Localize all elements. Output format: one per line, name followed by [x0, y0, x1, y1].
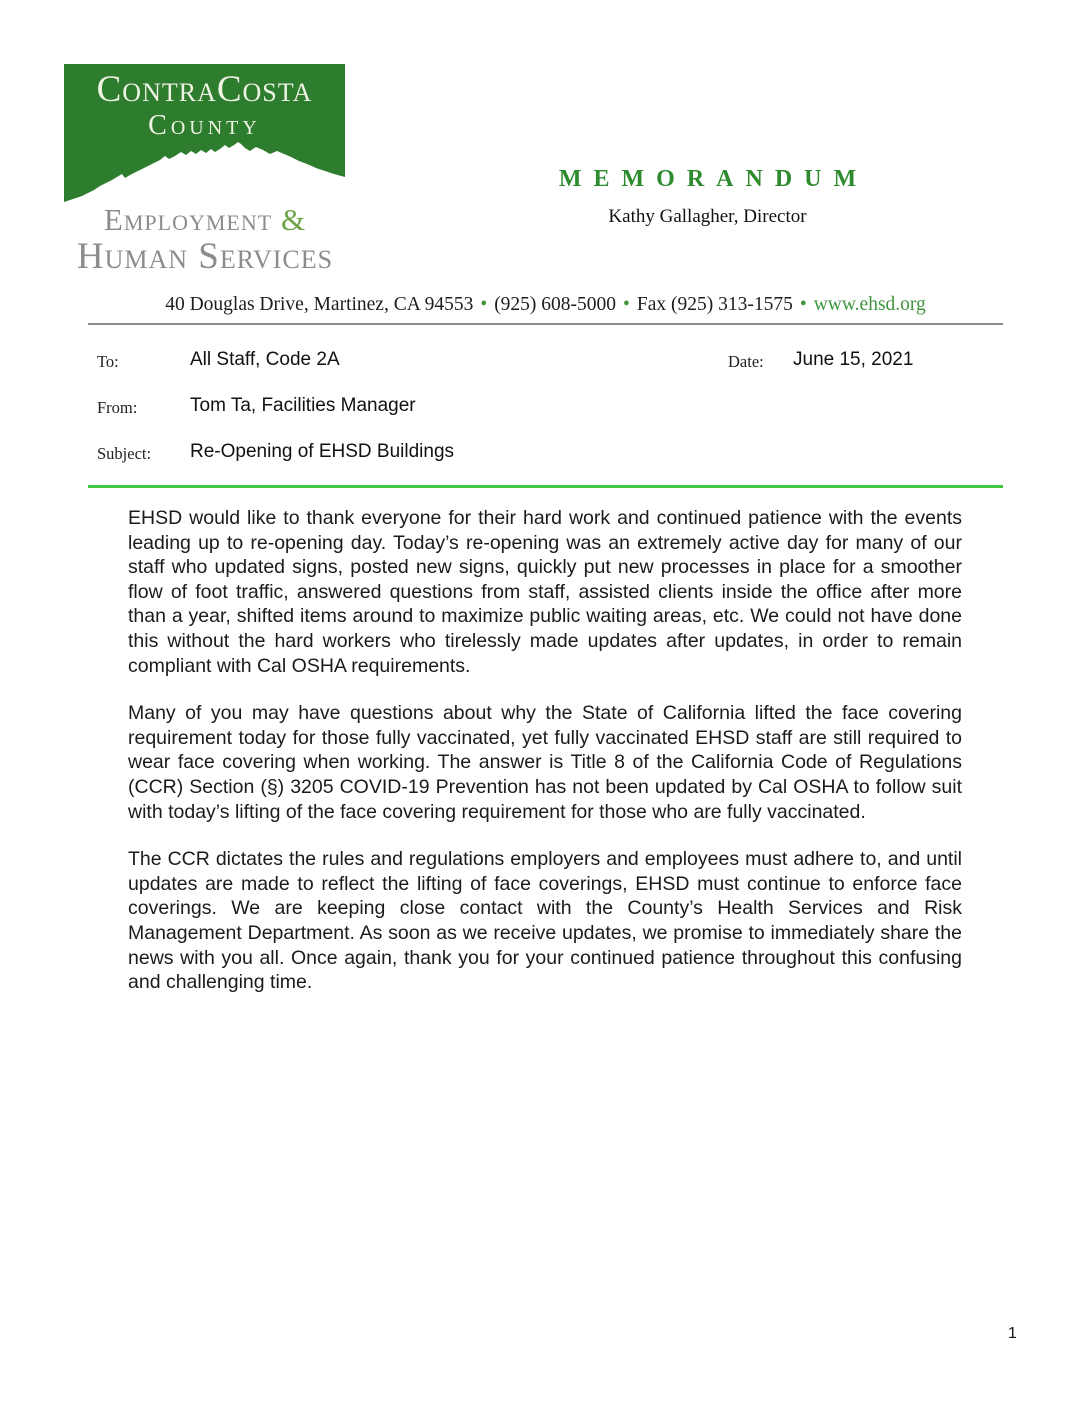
street-address: 40 Douglas Drive, Martinez, CA 94553 [165, 294, 474, 315]
county-logo [64, 64, 345, 204]
header-divider [88, 323, 1003, 325]
org-name-line1 [20, 203, 390, 237]
date-label: Date: [728, 352, 764, 371]
from-label: From: [97, 398, 138, 417]
to-value: All Staff, Code 2A [190, 349, 340, 370]
body-paragraph: The CCR dictates the rules and regulations employers and employees must adhere to, and until updates are made to reflect the lifting of face coverings, EHSD must continue to enforce face coverings. We are keeping close contact with the County’s Health Services and Risk Management Department. As soon as we receive updates, we promise to immediately share the news with you all. Once again, thank you for your continued patience throughout this confusing and challenging time. [128, 848, 962, 994]
logo-county-name: ContraCosta [96, 69, 313, 110]
fax-number: Fax (925) 313-1575 [636, 294, 793, 315]
director-name: Kathy Gallagher, Director [608, 206, 807, 227]
logo-county-word: County [148, 110, 261, 141]
body-paragraph: EHSD would like to thank everyone for their hard work and continued patience with the events leading up to re-opening day. Today’s re-opening was an extremely active day for many of our staff who updated signs, posted new signs, quickly put new processes in place for a smoother flow of foot traffic, answered questions from staff, assisted clients inside the office after more than a year, shifted items around to maximize public waiting areas, etc. We could not have done this without the hard workers who tirelessly made updates after updates, in order to remain compliant with Cal OSHA requirements. [128, 507, 962, 677]
memo-title: MEMORANDUM [558, 166, 869, 192]
memo-heading-block [430, 166, 985, 228]
website-link[interactable]: www.ehsd.org [813, 294, 926, 315]
org-employment-text: Employment [103, 202, 273, 237]
memo-body [128, 506, 962, 1018]
org-name-line2: Human Services [76, 236, 334, 277]
body-paragraph: Many of you may have questions about why the State of California lifted the face covering requirement today for those fully vaccinated, yet fully vaccinated EHSD staff are still required to wear face covering when working. The answer is Title 8 of the California Code of Regulations (CCR) Section (§) 3205 COVID-19 Prevention has not been updated by Cal OSHA to follow suit with today’s lifting of the face covering requirement for those who are fully vaccinated. [128, 702, 962, 823]
page-number: 1 [1008, 1325, 1017, 1342]
from-value: Tom Ta, Facilities Manager [190, 395, 416, 416]
bullet-separator: • [480, 294, 488, 315]
department-name [20, 203, 390, 276]
subject-label: Subject: [97, 444, 152, 463]
date-value: June 15, 2021 [793, 349, 914, 370]
to-label: To: [97, 352, 119, 371]
subject-value: Re-Opening of EHSD Buildings [190, 441, 455, 462]
address-line [88, 294, 1003, 316]
org-ampersand: & [280, 202, 307, 237]
bullet-separator: • [623, 294, 630, 315]
subject-divider [88, 485, 1003, 488]
bullet-separator: • [799, 294, 807, 315]
phone-number: (925) 608-5000 [494, 294, 617, 315]
